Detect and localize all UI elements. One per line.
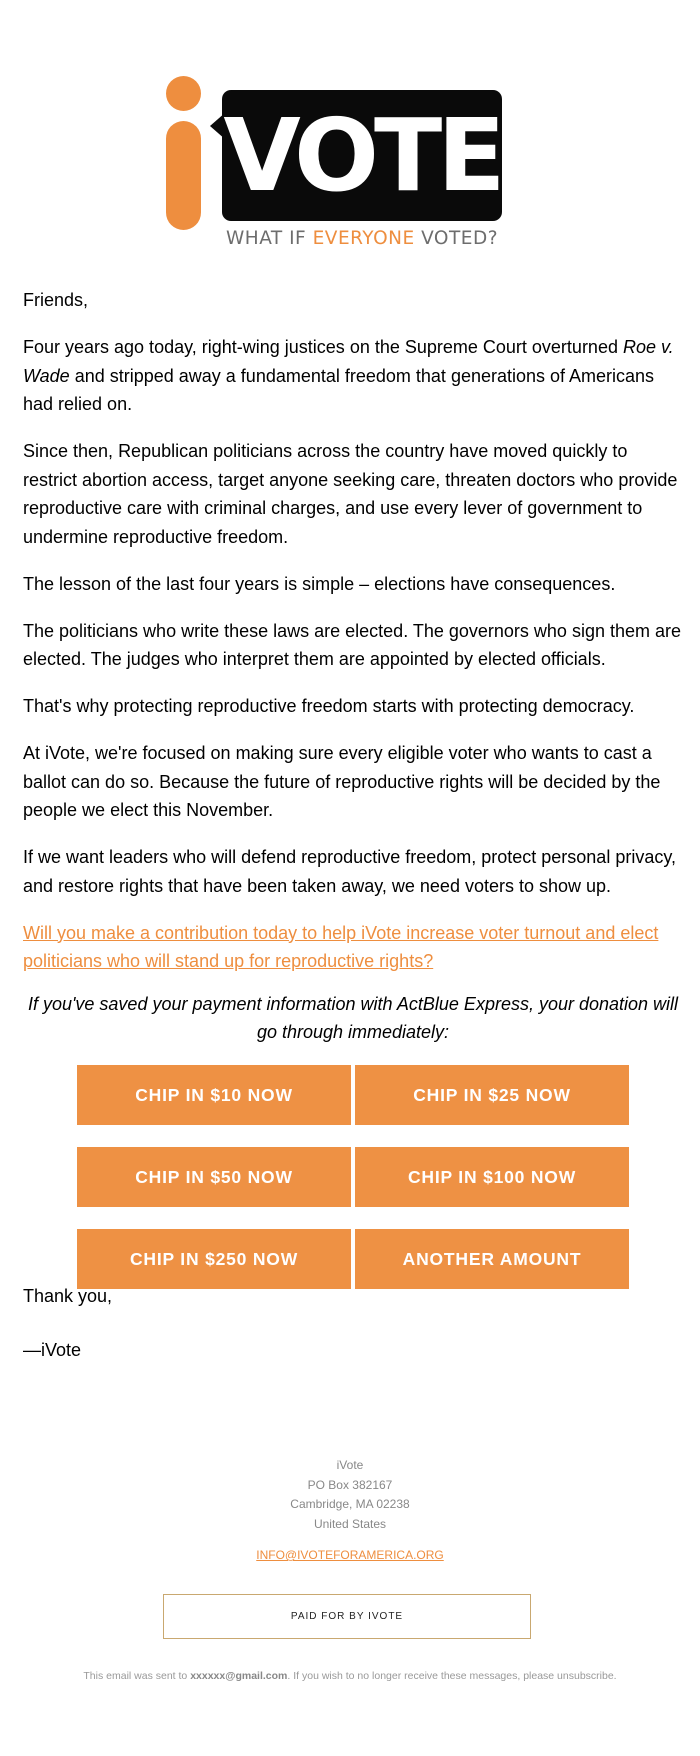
paragraph-since-then: Since then, Republican politicians across the country have moved quickly to restrict abortion access, target anyone seeking care, threaten doctors who provide reproductive care with criminal charges, and use every lever of government to undermine reproductive freedom. [23,441,678,547]
logo-i-dot [166,76,201,111]
chip-in-10-button[interactable]: CHIP IN $10 NOW [77,1065,351,1125]
chip-in-25-button[interactable]: CHIP IN $25 NOW [355,1065,629,1125]
closing [23,1282,112,1390]
p1-after: and stripped away a fundamental freedom that generations of Americans had relied on. [23,365,655,414]
tagline-part1: WHAT IF [226,228,313,249]
paid-for-box [163,1594,531,1639]
chip-in-50-button[interactable]: CHIP IN $50 NOW [77,1147,351,1207]
another-amount-button[interactable]: ANOTHER AMOUNT [355,1229,629,1289]
email-body [23,286,683,1289]
chip-in-100-button[interactable]: CHIP IN $100 NOW [355,1147,629,1207]
donation-buttons [23,1065,683,1289]
paragraph-politicians: The politicians who write these laws are elected. The governors who sign them are elected. The judges who interpret them are appointed by elected officials. [23,620,682,669]
footer-address-line1: PO Box 382167 [307,1477,393,1492]
logo-tagline [226,228,506,249]
footer-email-link[interactable]: INFO@IVOTEFORAMERICA.ORG [256,1548,444,1562]
disclaimer-before: This email was sent to [83,1670,191,1682]
email-disclaimer [0,1670,700,1682]
footer-country: United States [313,1516,387,1531]
paragraph-democracy: That's why protecting reproductive freedom starts with protecting democracy. [23,696,635,716]
tagline-part2: VOTED? [414,228,499,249]
cta-paragraph [23,919,683,976]
paragraph-ivote-focus: At iVote, we're focused on making sure every eligible voter who wants to cast a ballot can do so. Because the future of reproductive rights will be decided by the people we elect this November. [23,743,661,820]
footer-address [0,1456,700,1566]
paragraph-lesson: The lesson of the last four years is simple – elections have consequences. [23,573,616,594]
tagline-highlight: EVERYONE [312,228,415,249]
logo-word: VOTE [223,97,501,214]
thank-you: Thank you, [23,1286,113,1306]
footer-org: iVote [336,1458,364,1472]
contribution-link[interactable]: Will you make a contribution today to help iVote increase voter turnout and elect politicians who will stand up for reproductive rights? [23,922,659,971]
paragraph-show-up: If we want leaders who will defend reproductive freedom, protect personal privacy, and restore rights that have been taken away, we need voters to show up. [23,847,676,896]
greeting: Friends, [23,290,89,310]
ivote-logo [166,76,506,252]
logo-i-stem [166,121,201,230]
paragraph-roe [23,333,683,419]
p1-italic: Roe v. Wade [23,337,674,386]
actblue-note: If you've saved your payment information with ActBlue Express, your donation will go through immediately: [27,993,679,1042]
footer-address-line2: Cambridge, MA 02238 [290,1497,410,1511]
p1-before: Four years ago today, right-wing justices on the Supreme Court overturned [23,337,623,357]
chip-in-250-button[interactable]: CHIP IN $250 NOW [77,1229,351,1289]
disclaimer-after[interactable]: . If you wish to no longer receive these messages, please unsubscribe. [287,1670,617,1682]
signature: —iVote [23,1340,82,1360]
recipient-email: xxxxxx@gmail.com [190,1670,288,1682]
paid-for-text: PAID FOR BY IVOTE [290,1611,404,1622]
